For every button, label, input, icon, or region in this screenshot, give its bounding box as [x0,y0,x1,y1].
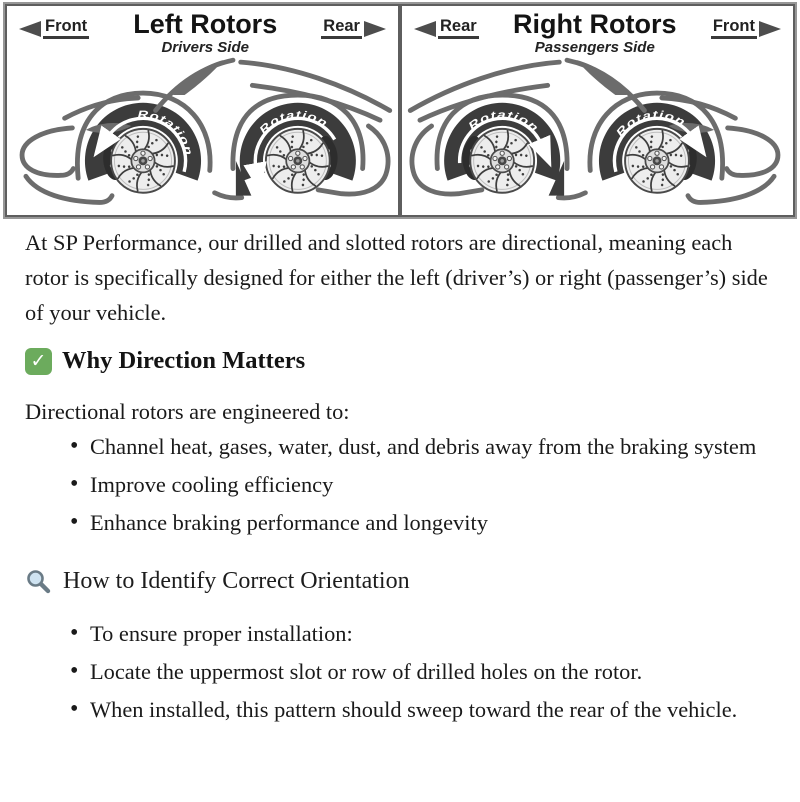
check-glyph: ✓ [30,350,47,372]
direction-label: Front [711,18,757,39]
article-content [0,219,800,727]
orientation-steps-list [25,616,772,727]
intro-paragraph: At SP Performance, our drilled and slotted rotors are directional, meaning each rotor is specifically designed for either the left (driver’s) or right (passenger’s) side of your vehicle. [25,230,768,325]
list-item: • Locate the uppermost slot or row of drilled holes on the rotor. [70,654,772,689]
page [0,2,800,802]
panel-subtitle: Drivers Side [161,38,249,56]
panel-title: Right Rotors [513,9,677,39]
list-item: • Improve cooling efficiency [70,467,772,502]
direction-label: Front [43,18,89,39]
heading-text: How to Identify Correct Orientation [63,568,410,594]
lead-paragraph: Directional rotors are engineered to: [25,399,350,424]
rotation-label: Rotation [614,109,686,140]
check-mark-icon [25,348,52,375]
rotation-label: Rotation [257,109,328,137]
list-item: • Channel heat, gases, water, dust, and debris away from the braking system [70,429,772,464]
why-direction-matters-heading [25,344,772,378]
right-rotors-panel [400,4,795,217]
heading-text: Why Direction Matters [62,347,306,374]
list-item: • Enhance braking performance and longevity [70,505,772,540]
magnifying-glass-icon [25,568,52,595]
left-rotors-panel [5,4,400,217]
direction-label: Rear [321,18,362,39]
panel-subtitle: Passengers Side [534,38,655,56]
list-item: • To ensure proper installation: [70,616,772,651]
rotation-label: Rotation [466,109,539,134]
benefits-list [25,429,772,540]
direction-label: Rear [438,18,479,39]
rotor-orientation-diagram [3,2,797,219]
rotation-label: Rotation [137,109,194,155]
identify-orientation-heading [25,564,772,598]
left-car-illustration [7,6,398,215]
panel-title: Left Rotors [133,9,278,39]
right-car-illustration [402,6,793,215]
list-item: • When installed, this pattern should sweep toward the rear of the vehicle. [70,692,772,727]
